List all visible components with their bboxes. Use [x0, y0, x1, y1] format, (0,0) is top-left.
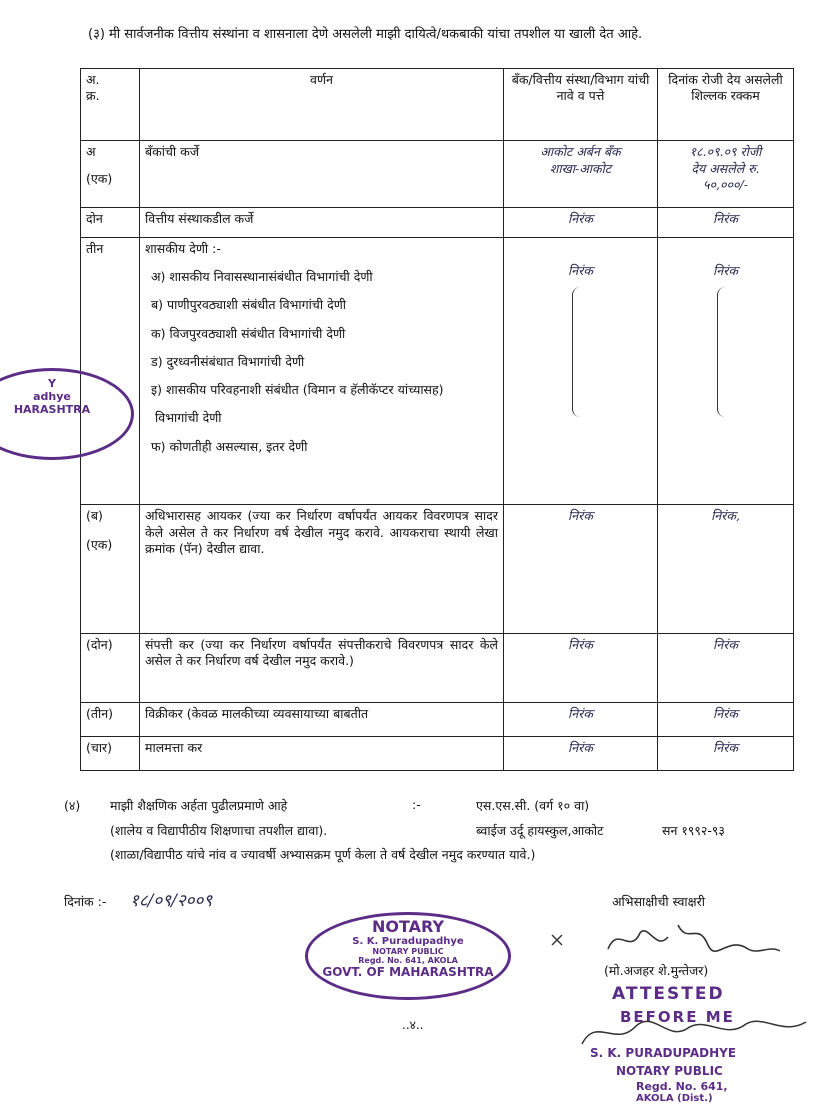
serial-line2: (एक)	[86, 536, 113, 552]
row-description	[140, 237, 504, 505]
liabilities-table	[80, 68, 794, 771]
attested-line1: ATTESTED	[612, 984, 725, 1004]
header-amount: दिनांक रोजी देय असलेली शिल्लक रक्कम	[658, 69, 794, 141]
notary-stamp	[305, 912, 511, 1000]
govt-dues-item: क) विजपुरवठ्याशी संबंधीत विभागांची देणी	[151, 325, 346, 341]
govt-dues-item: ड) दुरध्वनीसंबंधात विभागांची देणी	[151, 353, 305, 369]
attested-title: NOTARY PUBLIC	[616, 1064, 723, 1078]
row-bank	[504, 237, 658, 505]
row-amount: निरंक	[658, 207, 794, 237]
bank-nil: निरंक	[568, 262, 593, 278]
row-bank: निरंक	[504, 505, 658, 634]
govt-dues-item: फ) कोणतीही असल्यास, इतर देणी	[151, 438, 308, 454]
serial-line1: अ	[86, 144, 96, 160]
education-year: सन १९९२-९३	[662, 823, 725, 838]
education-colon: :-	[412, 797, 421, 812]
bank-line2: शाखा-आकोट	[549, 160, 612, 176]
row-description: बँकांची कर्जे	[140, 141, 504, 207]
ditto-bracket	[717, 287, 734, 417]
row-amount: निरंक	[658, 634, 794, 702]
govt-dues-title: शासकीय देणी :-	[145, 240, 221, 256]
amount-line1: १८.०९.०९ रोजी	[689, 144, 762, 160]
row-serial	[81, 141, 140, 207]
date-label: दिनांक :-	[64, 894, 107, 909]
serial-line1: (ब)	[86, 508, 103, 524]
row-amount: निरंक,	[658, 505, 794, 634]
serial-line2: (एक)	[86, 170, 113, 186]
row-bank: निरंक	[504, 736, 658, 770]
signer-name: (मो.अजहर शे.मुन्तेजर)	[604, 963, 709, 978]
education-school: ब्वाईज उर्दू हायस्कुल,आकोट	[476, 823, 604, 838]
amount-line2: देय असलेले रु.	[691, 160, 760, 176]
row-bank	[504, 141, 658, 207]
page-number: ..४..	[402, 1018, 424, 1032]
row-amount: निरंक	[658, 736, 794, 770]
notary-stamp-bottom: GOVT. OF MAHARASHTRA	[322, 965, 494, 979]
govt-dues-item: विभागांची देणी	[155, 410, 222, 426]
row-serial	[81, 505, 140, 634]
notary-stamp-title: NOTARY PUBLIC	[372, 947, 444, 956]
row-bank: निरंक	[504, 634, 658, 702]
ditto-bracket	[572, 287, 589, 417]
govt-dues-item: अ) शासकीय निवासस्थानासंबंधीत विभागांची देणी	[151, 269, 373, 285]
govt-dues-item: ब) पाणीपुरवठ्याशी संबंधीत विभागांची देणी	[151, 297, 346, 313]
amount-line3: ५०,०००/-	[703, 176, 748, 192]
row-bank: निरंक	[504, 702, 658, 736]
row-description: विक्रीकर (केवळ मालकीच्या व्यवसायाच्या बाबतीत	[140, 702, 504, 736]
row-serial: तीन	[81, 237, 140, 505]
left-stamp-bottom: HARASHTRA	[13, 403, 91, 416]
education-instruction: (शालेय व विद्यापीठीय शिक्षणाचा तपशील द्यावा).	[110, 823, 328, 838]
row-amount: निरंक	[658, 702, 794, 736]
table-row	[81, 634, 794, 702]
education-number: (४)	[64, 798, 81, 813]
row-description: मालमत्ता कर	[140, 736, 504, 770]
table-row	[81, 702, 794, 736]
row-serial: (चार)	[81, 736, 140, 770]
table-row	[81, 237, 794, 505]
attested-regd: Regd. No. 641,	[636, 1080, 728, 1093]
row-serial: दोन	[81, 207, 140, 237]
education-note: (शाळा/विद्यापीठ यांचे नांव व ज्यावर्षी अभ्यासक्रम पूर्ण केला ते वर्ष देखील नमुद करण्यात यावे.)	[110, 847, 536, 862]
header-serial-line1: अ.	[86, 72, 100, 87]
attested-line2: BEFORE ME	[620, 1008, 735, 1026]
header-bank: बँक/वित्तीय संस्था/विभाग यांची नावे व पत्ते	[504, 69, 658, 141]
row-bank: निरंक	[504, 207, 658, 237]
header-serial-line2: क्र.	[86, 88, 100, 104]
left-stamp-top: Y	[48, 377, 56, 390]
row-serial: (दोन)	[81, 634, 140, 702]
education-qualification: एस.एस.सी. (वर्ग १० वा)	[476, 798, 590, 813]
notary-stamp-name: S. K. Puradupadhye	[352, 936, 464, 947]
table-row	[81, 505, 794, 634]
section-heading: (३) मी सार्वजनीक वित्तीय संस्थांना व शासनाला देणे असलेली माझी दायित्वे/थकबाकी यांचा तपशील या खाली देत आहे.	[88, 27, 643, 42]
signature-label: अभिसाक्षीची स्वाक्षरी	[612, 894, 705, 909]
row-amount	[658, 237, 794, 505]
left-stamp-middle: adhye	[33, 390, 71, 403]
bank-line1: आकोट अर्बन बँक	[540, 144, 621, 160]
notary-stamp-top: NOTARY	[371, 917, 445, 936]
row-description: अधिभारासह आयकर (ज्या कर निर्धारण वर्षापर्यंत आयकर विवरणपत्र सादर केले असेल ते कर निर्धारण वर्ष देखील नमुद करावे. आयकराचा स्थायी लेखा क्रमांक (पॅन) देखील द्यावा.	[140, 505, 504, 634]
header-serial	[81, 69, 140, 141]
row-description: वित्तीय संस्थाकडील कर्जे	[140, 207, 504, 237]
row-amount	[658, 141, 794, 207]
education-label: माझी शैक्षणिक अर्हता पुढीलप्रमाणे आहे	[110, 798, 288, 813]
govt-dues-item: इ) शासकीय परिवहनाशी संबंधीत (विमान व हॅलीकॅप्टर यांच्यासह)	[151, 382, 444, 398]
table-header-row	[81, 69, 794, 141]
row-description: संपत्ती कर (ज्या कर निर्धारण वर्षापर्यंत संपत्तीकराचे विवरणपत्र सादर केले असेल ते कर निर्धारण वर्ष देखील नमुद करावे.)	[140, 634, 504, 702]
attested-name: S. K. PURADUPADHYE	[590, 1046, 737, 1060]
row-serial: (तीन)	[81, 702, 140, 736]
date-value: १८/०९/२००९	[130, 891, 213, 911]
amount-nil: निरंक	[713, 262, 738, 278]
notary-stamp-regd: Regd. No. 641, AKOLA	[358, 956, 458, 965]
attested-place: AKOLA (Dist.)	[636, 1093, 713, 1104]
header-description: वर्णन	[140, 69, 504, 141]
table-row	[81, 141, 794, 207]
table-row	[81, 207, 794, 237]
table-row	[81, 736, 794, 770]
